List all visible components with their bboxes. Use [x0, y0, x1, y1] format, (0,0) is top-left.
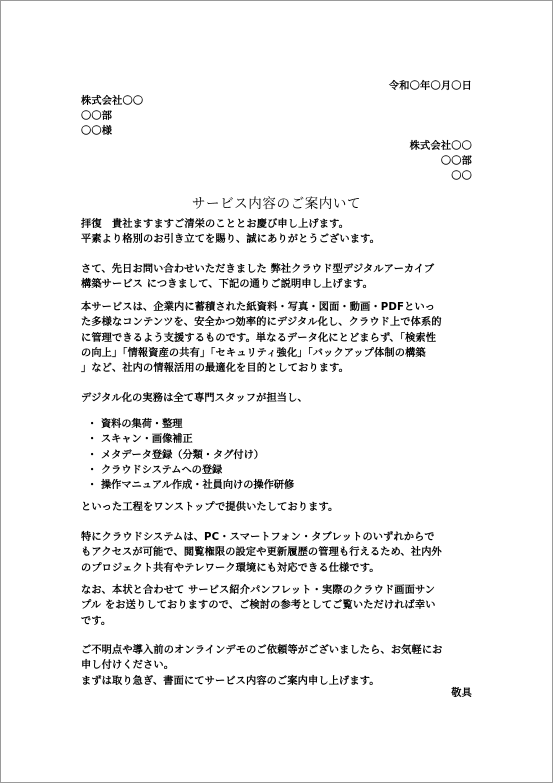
recipient-department: 〇〇部	[81, 111, 113, 122]
list-item-text: 操作マニュアル作成・社員向けの操作研修	[101, 480, 295, 492]
pamphlet-line: なお、本状と合わせて サービス紹介パンフレット・実際のクラウド画面サン	[81, 585, 436, 596]
recipient-company: 株式会社〇〇	[81, 96, 144, 107]
intro-paragraph	[81, 262, 481, 293]
one-stop-text: といった工程をワンストップで提供いたしております。	[81, 502, 339, 513]
cloud-line: もアクセスが可能で、閲覧権限の設定や更新履歴の管理も行えるため、社内外	[81, 547, 442, 559]
bullet-marker: ・	[87, 449, 98, 461]
one-stop-paragraph	[81, 500, 481, 515]
closing-paragraph	[81, 643, 481, 689]
description-line: の向上」「情報資産の共有」「セキュリティ強化」「バックアップ体制の構築	[81, 347, 426, 359]
intro-line: 構築サービス につきまして、下記の通りご説明申し上げます。	[81, 279, 373, 291]
greeting-line: 平素より格別のお引き立てを賜り、誠にありがとうございます。	[81, 234, 380, 246]
description-line: に管理できるよう支援するものです。単なるデータ化にとどまらず、「検索性	[81, 332, 437, 344]
pamphlet-line: プル をお送りしておりますので、ご検討の参考としてご覧いただければ幸い	[81, 600, 436, 612]
date: 令和〇年〇月〇日	[388, 81, 472, 92]
sender-company: 株式会社〇〇	[409, 141, 472, 152]
list-item	[87, 463, 294, 478]
staff-note-text: デジタル化の実務は全て専門スタッフが担当し、	[81, 393, 308, 404]
bullet-marker: ・	[87, 434, 98, 446]
bullet-marker: ・	[87, 464, 98, 476]
closing-line: ご不明点や導入前のオンラインデモのご依頼等がございましたら、お気軽にお	[81, 645, 443, 656]
cloud-paragraph	[81, 530, 481, 576]
greeting-line: 拝復 貴社ますますご清栄のこととお慶び申し上げます。	[81, 219, 349, 230]
list-item-text: メタデータ登録（分類・タグ付け）	[101, 449, 264, 461]
greeting-paragraph	[81, 217, 481, 248]
cloud-line: 特にクラウドシステムは、PC・スマートフォン・タブレットのいずれからで	[81, 532, 435, 543]
document-title: サービス内容のご案内いて	[191, 196, 362, 212]
sender-person: 〇〇	[451, 171, 472, 182]
list-item	[87, 478, 294, 493]
pamphlet-paragraph	[81, 583, 481, 629]
sign-off: 敬具	[451, 688, 472, 699]
service-list	[87, 417, 294, 493]
bullet-marker: ・	[87, 480, 98, 492]
description-line: 」など、社内の情報活用の最適化を目的としております。	[81, 363, 349, 375]
list-item-text: スキャン・画像補正	[101, 434, 193, 446]
list-item-text: クラウドシステムへの登録	[101, 464, 223, 476]
description-line: た多様なコンテンツを、安全かつ効率的にデジタル化し、クラウド上で体系的	[81, 317, 442, 329]
closing-line: 申し付けください。	[81, 660, 175, 672]
list-item	[87, 448, 294, 463]
bullet-marker: ・	[87, 419, 98, 430]
closing-line: まずは取り急ぎ、書面にてサービス内容のご案内申し上げます。	[81, 675, 380, 687]
cloud-line: のプロジェクト共有やテレワーク環境にも対応できる仕様です。	[81, 562, 380, 574]
description-paragraph	[81, 300, 481, 376]
sender-department: 〇〇部	[440, 156, 472, 167]
intro-line: さて、先日お問い合わせいただきました 弊社クラウド型デジタルアーカイブ	[81, 264, 435, 275]
list-item-text: 資料の集荷・整理	[101, 419, 183, 430]
recipient-person: 〇〇様	[81, 126, 113, 137]
pamphlet-line: です。	[81, 615, 112, 627]
staff-note	[81, 391, 481, 406]
list-item	[87, 417, 294, 432]
description-line: 本サービスは、企業内に蓄積された紙資料・写真・図面・動画・PDFといっ	[81, 302, 436, 313]
list-item	[87, 432, 294, 447]
